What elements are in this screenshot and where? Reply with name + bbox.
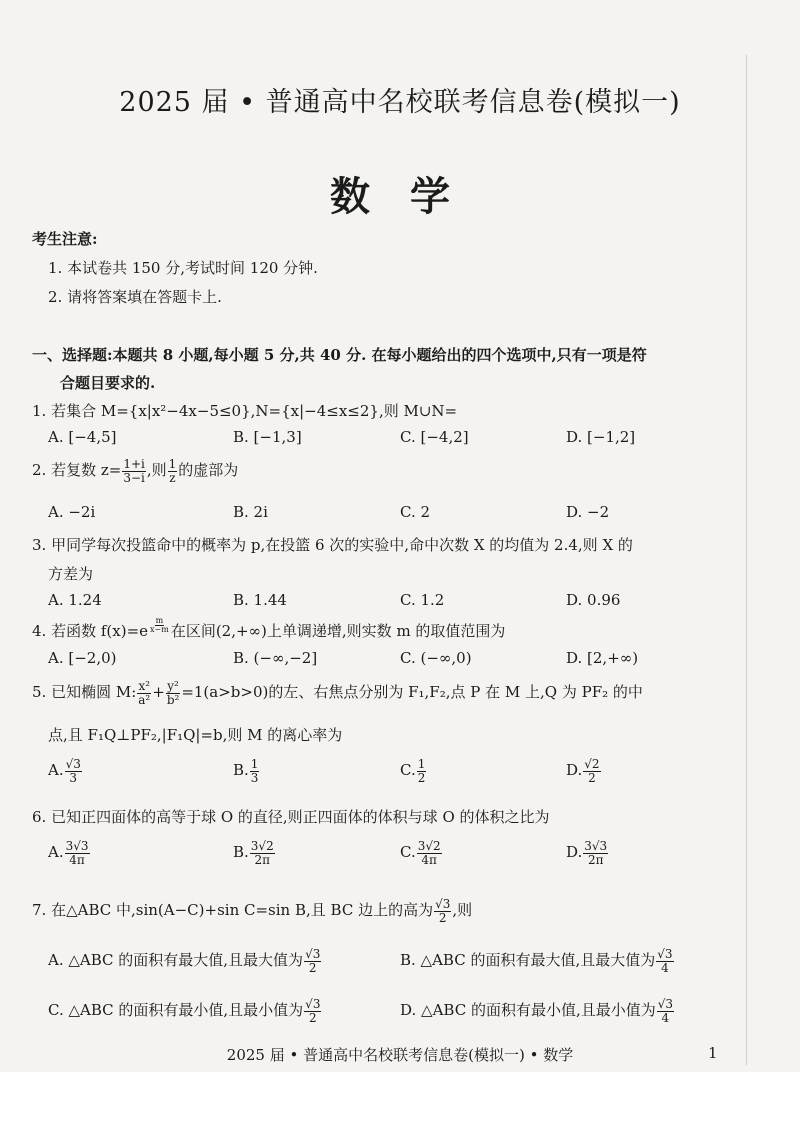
q5-option-c-label: C.: [400, 761, 416, 780]
question-2-stem: [32, 458, 238, 484]
q5-option-d-num: √2: [584, 757, 600, 771]
q5-option-a: [48, 758, 83, 784]
q6-option-d-den: 2π: [587, 852, 604, 867]
q6-option-a-num: 3√3: [65, 839, 89, 853]
page-number: 1: [708, 1044, 718, 1062]
q5-y-num: y²: [167, 679, 179, 693]
q6-option-c-num: 3√2: [417, 839, 441, 853]
q6-option-d-num: 3√3: [584, 839, 608, 853]
q5-option-a-fraction: [65, 758, 82, 784]
question-4-stem: [32, 616, 506, 641]
q4-prefix: 4. 若函数 f(x)=e: [32, 622, 149, 640]
q7-option-a-label: A. △ABC 的面积有最大值,且最大值为: [48, 951, 304, 970]
q7-height-fraction: [434, 898, 451, 924]
notice-title: 考生注意:: [32, 230, 98, 248]
question-3-stem-cont: 方差为: [48, 565, 94, 583]
q2-option-a: A. −2i: [48, 503, 96, 521]
q5-option-c-fraction: [417, 758, 427, 784]
q6-option-b: [233, 840, 276, 866]
q4-exp-num: m: [155, 616, 164, 625]
q2-z-den: 3−i: [123, 470, 145, 485]
q5-option-b: [233, 758, 260, 784]
q5-option-c-num: 1: [417, 757, 426, 771]
q5-x-num: x²: [138, 679, 151, 693]
q5-option-b-label: B.: [233, 761, 249, 780]
q7-option-a: [48, 948, 322, 974]
q7-option-a-num: √3: [305, 947, 321, 961]
q1-option-c: C. [−4,2]: [400, 428, 469, 446]
q5-option-a-num: √3: [65, 757, 81, 771]
q4-option-b: B. (−∞,−2]: [233, 649, 318, 667]
q7-option-d-fraction: [657, 998, 674, 1024]
question-3-stem: 3. 甲同学每次投篮命中的概率为 p,在投篮 6 次的实验中,命中次数 X 的均值为 2.4,则 X 的: [32, 536, 633, 554]
q7-option-b-den: 4: [661, 960, 669, 975]
q4-option-d: D. [2,+∞): [566, 649, 639, 667]
q7-option-a-fraction: [304, 948, 321, 974]
q6-option-b-label: B.: [233, 843, 249, 862]
q6-option-b-den: 2π: [254, 852, 271, 867]
q5-option-b-fraction: [250, 758, 260, 784]
q5-option-b-num: 1: [250, 757, 259, 771]
question-6-stem: 6. 已知正四面体的高等于球 O 的直径,则正四面体的体积与球 O 的体积之比为: [32, 808, 550, 826]
q6-option-d: [566, 840, 609, 866]
question-7-stem: [32, 898, 472, 924]
q6-option-c-label: C.: [400, 843, 416, 862]
q5-option-d: [566, 758, 602, 784]
exam-header-title: 2025 届 • 普通高中名校联考信息卷(模拟一): [119, 87, 681, 118]
q7-h-den: 2: [438, 910, 447, 925]
q6-option-a: [48, 840, 91, 866]
q7-option-c-label: C. △ABC 的面积有最小值,且最小值为: [48, 1001, 304, 1020]
q2-inv-num: 1: [168, 457, 177, 471]
q3-option-c: C. 1.2: [400, 591, 445, 609]
q3-option-b: B. 1.44: [233, 591, 287, 609]
question-5-stem: [32, 680, 643, 706]
q7-option-a-den: 2: [308, 960, 317, 975]
q2-mid: ,则: [146, 461, 167, 480]
q7-option-d-num: √3: [657, 997, 673, 1011]
q6-option-d-label: D.: [566, 843, 583, 862]
q7-option-d-den: 4: [661, 1010, 670, 1025]
notice-item: 1. 本试卷共 150 分,考试时间 120 分钟.: [48, 259, 318, 277]
q7-option-c: [48, 998, 322, 1024]
page-footer: 2025 届 • 普通高中名校联考信息卷(模拟一) • 数学: [226, 1046, 574, 1064]
q6-option-c-den: 4π: [421, 852, 437, 867]
q7-option-c-num: √3: [305, 997, 321, 1011]
q6-option-a-fraction: [65, 840, 90, 866]
q5-option-b-den: 3: [250, 770, 259, 785]
q5-x-den: a²: [138, 692, 151, 707]
q6-option-b-fraction: [250, 840, 275, 866]
q7-option-b-label: B. △ABC 的面积有最大值,且最大值为: [400, 951, 656, 970]
q5-y-fraction: [166, 680, 181, 706]
q4-exp-den: x−m: [150, 625, 169, 635]
q7-h-num: √3: [435, 897, 451, 911]
q2-option-c: C. 2: [400, 503, 431, 521]
q5-option-c-den: 2: [417, 770, 426, 785]
q1-option-b: B. [−1,3]: [233, 428, 302, 446]
notice-item: 2. 请将答案填在答题卡上.: [48, 288, 222, 306]
q7-option-b-num: √3: [657, 947, 673, 961]
q2-suffix: 的虚部为: [178, 461, 239, 480]
q7-option-b-fraction: [656, 948, 673, 974]
q2-inverse-fraction: [168, 458, 178, 484]
q5-prefix: 5. 已知椭圆 M:: [32, 683, 137, 702]
q3-option-d: D. 0.96: [566, 591, 621, 609]
q2-option-d: D. −2: [566, 503, 610, 521]
section-heading: 一、选择题:本题共 8 小题,每小题 5 分,共 40 分. 在每小题给出的四个选项中,只有一项是符: [32, 346, 647, 364]
question-1-stem: 1. 若集合 M={x|x²−4x−5≤0},N={x|−4≤x≤2},则 M∪N=: [32, 402, 458, 420]
q7-option-c-den: 2: [308, 1010, 317, 1025]
subject-title: 数学: [330, 173, 490, 220]
q2-option-b: B. 2i: [233, 503, 268, 521]
q5-option-a-label: A.: [48, 761, 64, 780]
q1-option-a: A. [−4,5]: [48, 428, 117, 446]
q6-option-c: [400, 840, 443, 866]
q7-prefix: 7. 在△ABC 中,sin(A−C)+sin C=sin B,且 BC 边上的高为: [32, 901, 434, 920]
q6-option-d-fraction: [583, 840, 608, 866]
q5-option-d-fraction: [583, 758, 600, 784]
q2-inv-den: z: [169, 470, 176, 485]
q1-option-d: D. [−1,2]: [566, 428, 636, 446]
q4-suffix: 在区间(2,+∞)上单调递增,则实数 m 的取值范围为: [170, 622, 506, 640]
q4-option-a: A. [−2,0): [48, 649, 117, 667]
q6-option-b-num: 3√2: [250, 839, 274, 853]
q7-suffix: ,则: [452, 901, 473, 920]
section-heading-cont: 合题目要求的.: [60, 374, 156, 392]
q7-option-c-fraction: [304, 998, 321, 1024]
q2-prefix: 2. 若复数 z=: [32, 461, 122, 480]
q3-option-a: A. 1.24: [48, 591, 102, 609]
q2-z-num: 1+i: [123, 457, 145, 471]
q2-z-fraction: [122, 458, 146, 484]
q6-option-a-label: A.: [48, 843, 64, 862]
q4-exponent-fraction: [149, 617, 170, 635]
q5-option-a-den: 3: [69, 770, 78, 785]
q5-plus: +: [152, 683, 165, 702]
q5-x-fraction: [137, 680, 151, 706]
q5-y-den: b²: [166, 692, 180, 707]
q5-option-d-den: 2: [588, 770, 596, 785]
q6-option-a-den: 4π: [69, 852, 85, 867]
q7-option-d-label: D. △ABC 的面积有最小值,且最小值为: [400, 1001, 656, 1020]
page-bottom-margin: [0, 1072, 800, 1132]
q5-option-c: [400, 758, 427, 784]
q4-option-c: C. (−∞,0): [400, 649, 472, 667]
q5-suffix: =1(a>b>0)的左、右焦点分别为 F₁,F₂,点 P 在 M 上,Q 为 PF₂ 的中: [181, 683, 643, 702]
q6-option-c-fraction: [417, 840, 442, 866]
q5-option-d-label: D.: [566, 761, 583, 780]
q7-option-b: [400, 948, 675, 974]
question-5-stem-cont: 点,且 F₁Q⊥PF₂,|F₁Q|=b,则 M 的离心率为: [48, 726, 343, 744]
q7-option-d: [400, 998, 675, 1024]
